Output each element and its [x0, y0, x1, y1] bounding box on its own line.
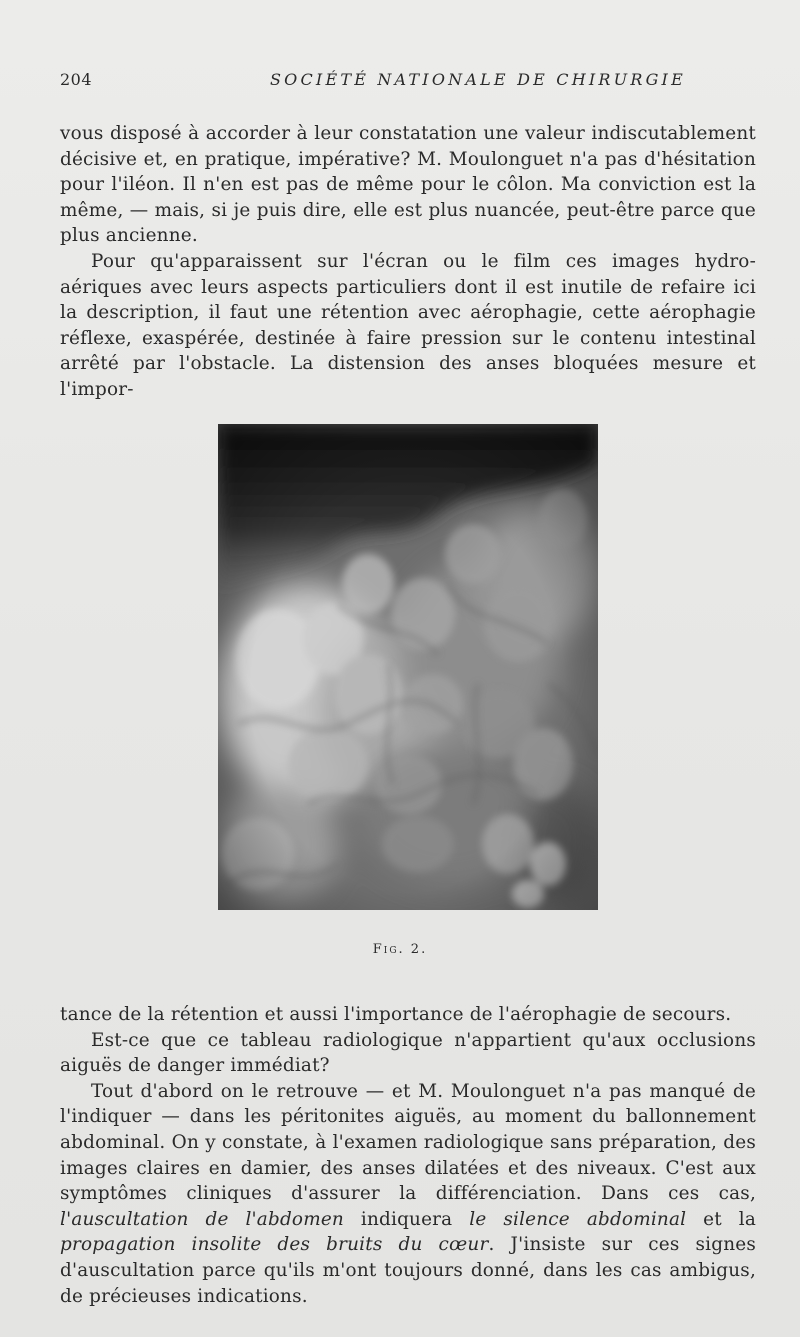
paragraph: Pour qu'apparaissent sur l'écran ou le film ces images hydro-aériques avec leurs aspects particuliers dont il est inutile de refaire ici la description, il faut une rétention avec aérophagie, cette aérophagie réflexe, exaspérée, destinée à faire pression sur le contenu intestinal arrêté par l'obstacle. La distension des anses bloquées mesure et l'impor- — [60, 250, 756, 400]
running-header — [60, 70, 756, 96]
paragraph: tance de la rétention et aussi l'importance de l'aérophagie de secours. — [60, 1004, 732, 1025]
page-number: 204 — [60, 70, 93, 89]
figure-caption: Fig. 2. — [372, 942, 428, 957]
paragraph — [60, 1079, 756, 1309]
italic-phrase: l'auscultation de l'abdomen — [60, 1208, 344, 1230]
body-text-top — [60, 121, 756, 403]
text-run: Tout d'abord on le retrouve — et M. Moulonguet n'a pas manqué de l'indiquer — dans les péritonites aiguës, au moment du ballonnement abdominal. On y constate, à l'examen radiologique sans préparation, des images claires en damier, des anses dilatées et des niveaux. C'est aux symptômes cliniques d'assurer la différenciation. Dans ces cas, — [60, 1080, 756, 1205]
running-title: SOCIÉTÉ NATIONALE DE CHIRURGIE — [270, 70, 686, 89]
body-text-bottom — [60, 1002, 756, 1309]
italic-phrase: le silence abdominal — [469, 1208, 687, 1230]
italic-phrase: propagation insolite des bruits du cœur — [60, 1234, 489, 1256]
paragraph: vous disposé à accorder à leur constatation une valeur indiscutablement décisive et, en pratique, impérative? M. Moulonguet n'a pas d'hésitation pour l'iléon. Il n'en est pas de même pour le côlon. Ma conviction est la même, — mais, si je puis dire, elle est plus nuancée, peut-être parce que plus ancienne. — [60, 123, 756, 247]
text-run: . J'insiste sur ces signes d'auscultation parce qu'ils m'ont toujours donné, dans les cas ambigus, de précieuses indications. — [60, 1234, 756, 1307]
radiograph-image — [218, 424, 598, 910]
text-run: et la — [686, 1208, 757, 1230]
paragraph: Est-ce que ce tableau radiologique n'appartient qu'aux occlusions aiguës de danger immédiat? — [60, 1029, 756, 1077]
text-run: indiquera — [343, 1208, 470, 1230]
radiograph-figure — [218, 424, 598, 910]
